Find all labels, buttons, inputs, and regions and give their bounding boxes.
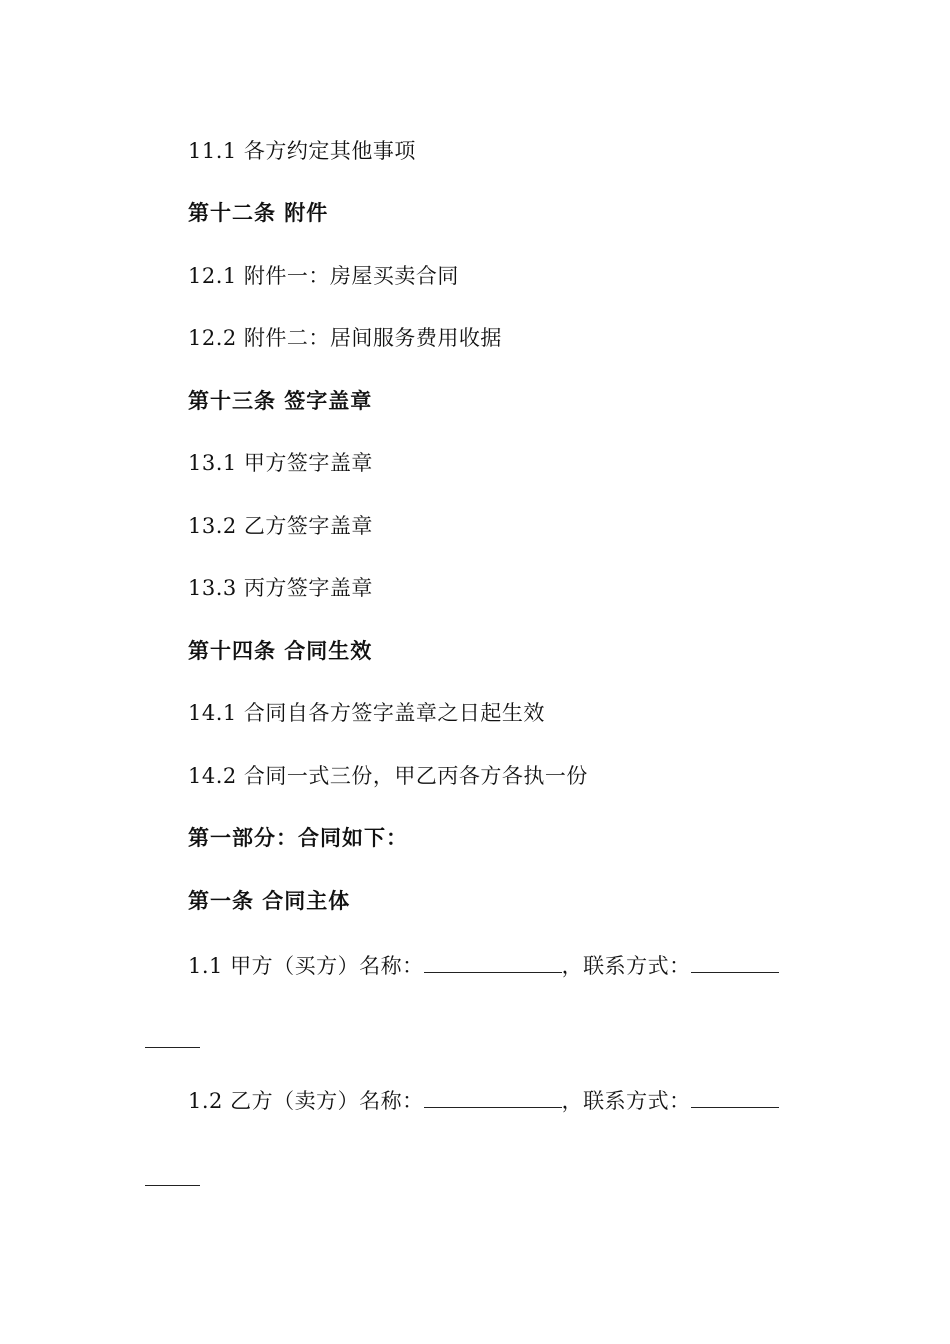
clause-13-1: 13.1 甲方签字盖章 [188,451,373,475]
clause-12-2: 12.2 附件二：居间服务费用收据 [188,326,502,350]
clause-12-1: 12.1 附件一：房屋买卖合同 [188,264,459,288]
party-a-contact-label: ，联系方式： [561,954,691,978]
party-b-contact-blank[interactable] [691,1087,779,1108]
part-one-heading: 第一部分：合同如下： [188,826,408,850]
party-a-name-label: 1.1 甲方（买方）名称： [188,954,424,978]
clause-13-3: 13.3 丙方签字盖章 [188,576,373,600]
article-13-heading: 第十三条 签字盖章 [188,389,373,413]
clause-11-1: 11.1 各方约定其他事项 [188,139,416,163]
party-b-name-label: 1.2 乙方（卖方）名称： [188,1089,424,1113]
article-1-heading: 第一条 合同主体 [188,889,351,913]
party-a-contact-blank-continued[interactable] [145,1047,200,1048]
clause-1-2-party-b [188,1087,779,1115]
party-a-contact-blank[interactable] [691,952,779,973]
party-a-name-blank[interactable] [424,952,562,973]
clause-14-2: 14.2 合同一式三份，甲乙丙各方各执一份 [188,764,588,788]
clause-13-2: 13.2 乙方签字盖章 [188,514,373,538]
party-b-name-blank[interactable] [424,1087,562,1108]
party-b-contact-blank-continued[interactable] [145,1185,200,1186]
clause-1-1-party-a [188,952,779,980]
article-12-heading: 第十二条 附件 [188,201,329,225]
party-b-contact-label: ，联系方式： [561,1089,691,1113]
article-14-heading: 第十四条 合同生效 [188,639,373,663]
clause-14-1: 14.1 合同自各方签字盖章之日起生效 [188,701,545,725]
